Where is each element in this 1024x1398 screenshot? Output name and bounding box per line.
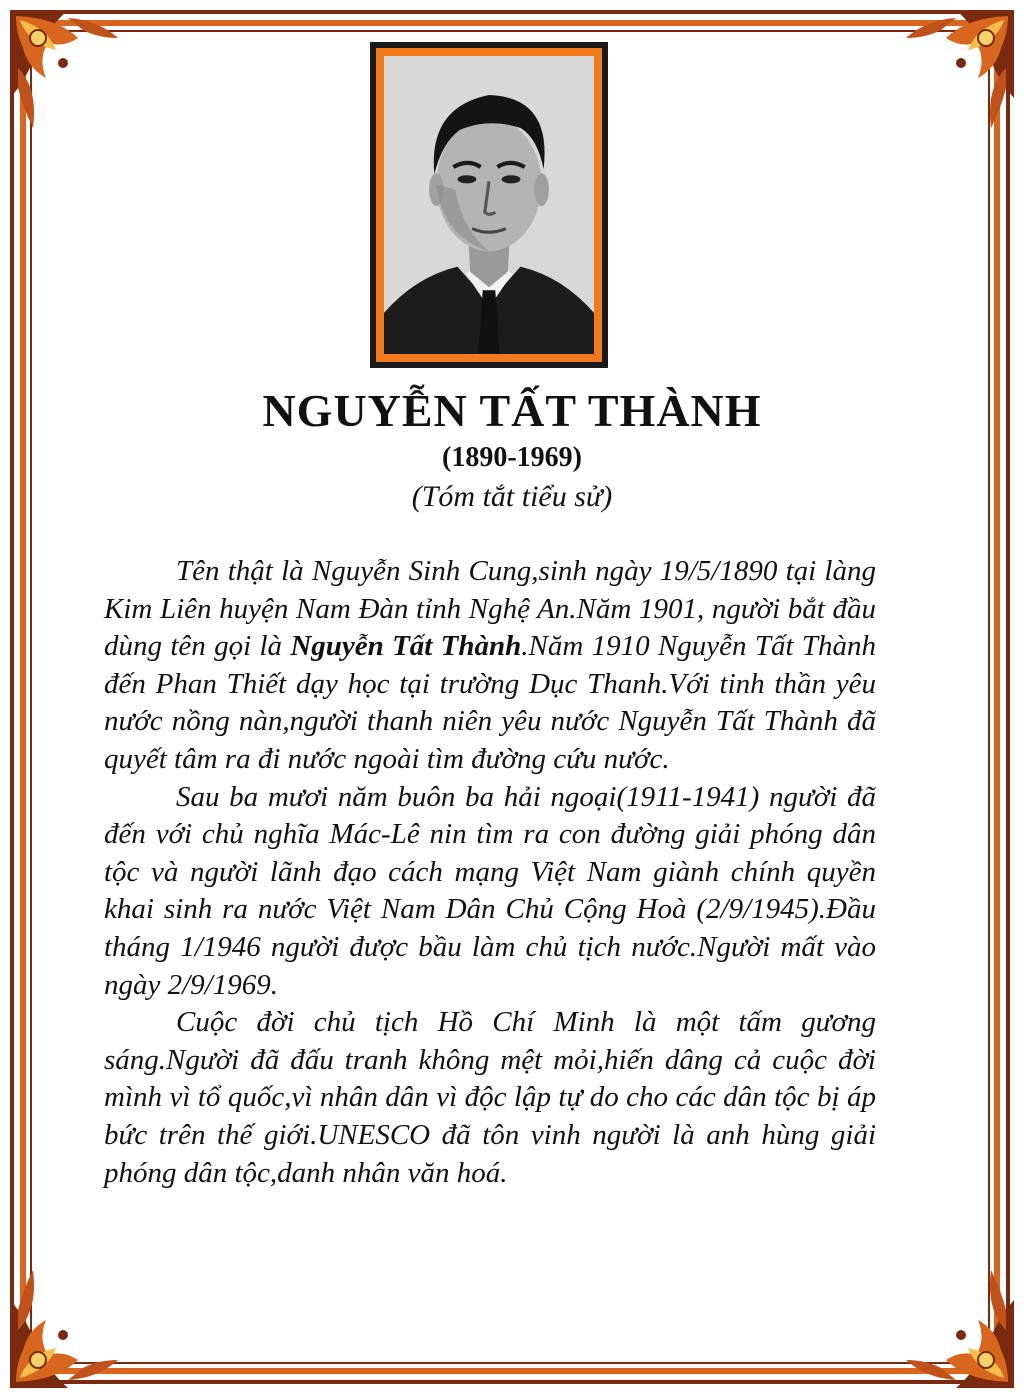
ornamental-corner-icon bbox=[8, 8, 138, 158]
highlighted-name: Nguyễn Tất Thành bbox=[290, 630, 522, 663]
ornamental-corner-icon bbox=[886, 1240, 1016, 1390]
ornamental-corner-icon bbox=[886, 8, 1016, 158]
biography-paragraph-1 bbox=[104, 553, 876, 779]
page-subtitle: (Tóm tắt tiểu sử) bbox=[411, 480, 613, 513]
ornamental-corner-icon bbox=[8, 1240, 138, 1390]
biography-text-span: Tên thật là Nguyễn Sinh Cung,sinh ngày 19/5/1890 tại làng Kim Liên huyện Nam Đàn tỉnh Nghệ An.Năm 1901, người bắt đầu dùng tên gọi là bbox=[104, 555, 876, 663]
biography-text-span: .Năm 1910 Nguyễn Tất Thành đến Phan Thiết dạy học tại trường Dục Thanh.Với tinh thần yêu nước nồng nàn,người thanh niên yêu nước Nguyễn Tất Thành đã quyết tâm ra đi nước ngoài tìm đường cứu nước. bbox=[104, 630, 876, 775]
portrait-border bbox=[376, 48, 602, 362]
life-years: (1890-1969) bbox=[442, 442, 582, 473]
biography-paragraph-2: Sau ba mươi năm buôn ba hải ngoại(1911-1941) người đã đến với chủ nghĩa Mác-Lê nin tìm ra con đường giải phóng dân tộc và người lãnh đạo cách mạng Việt Nam giành chính quyền khai sinh ra nước Việt Nam Dân Chủ Cộng Hoà (2/9/1945).Đầu tháng 1/1946 người được bầu làm chủ tịch nước.Người mất vào ngày 2/9/1969. bbox=[104, 780, 876, 1001]
portrait-photo bbox=[384, 56, 594, 354]
page-title: NGUYỄN TẤT THÀNH bbox=[262, 385, 762, 436]
portrait-frame bbox=[370, 42, 608, 368]
biography-text bbox=[104, 553, 876, 1192]
biography-paragraph-3: Cuộc đời chủ tịch Hồ Chí Minh là một tấm gương sáng.Người đã đấu tranh không mệt mỏi,hiến dâng cả cuộc đời mình vì tổ quốc,vì nhân dân vì độc lập tự do cho các dân tộc bị áp bức trên thế giới.UNESCO đã tôn vinh người là anh hùng giải phóng dân tộc,danh nhân văn hoá. bbox=[104, 1006, 876, 1189]
